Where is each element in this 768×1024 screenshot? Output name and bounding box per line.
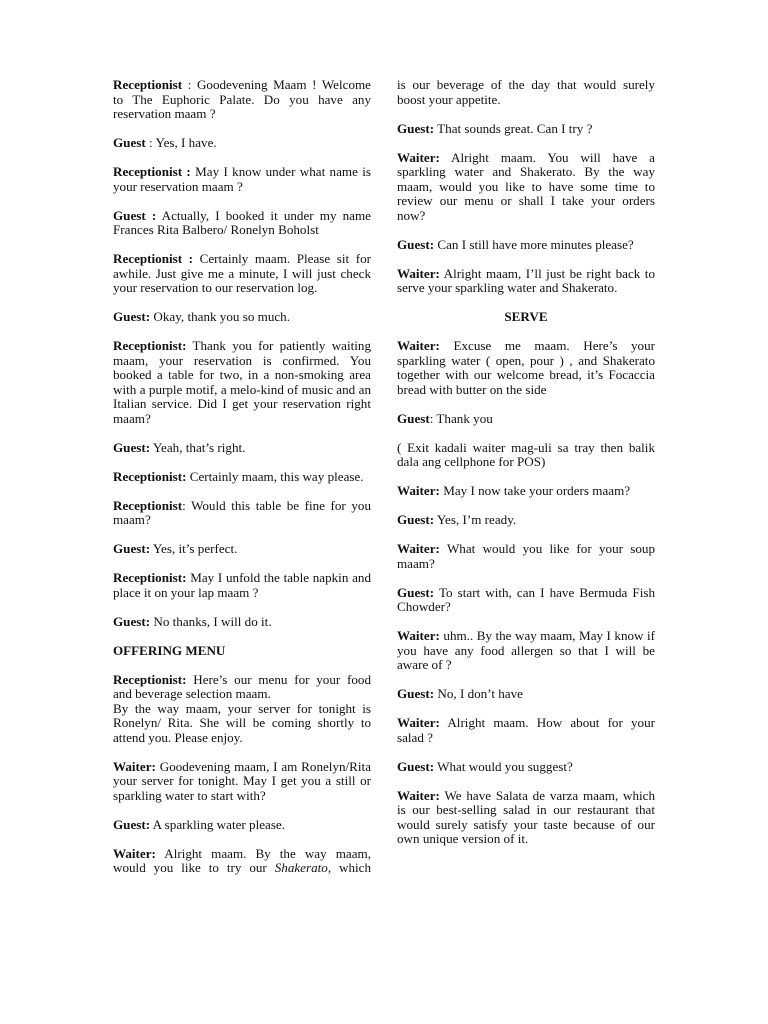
- dialogue-text: Yes, it’s perfect.: [152, 541, 238, 556]
- dialogue-text: Yeah, that’s right.: [152, 439, 246, 455]
- dialogue-text: May I know under what name is your reservation maam ?: [113, 164, 371, 194]
- speaker-label: Receptionist: [113, 497, 183, 513]
- dialogue-line: [113, 78, 371, 122]
- speaker-label: Receptionist:: [113, 570, 187, 585]
- speaker-label: Waiter:: [397, 541, 440, 556]
- dialogue-text: Thank you: [436, 410, 493, 426]
- dialogue-line: [397, 339, 655, 397]
- dialogue-text: No thanks, I will do it.: [153, 613, 272, 629]
- dialogue-text: Certainly maam, this way please.: [189, 468, 364, 484]
- speaker-label: Guest:: [397, 584, 435, 600]
- dialogue-text: Alright maam. How about for your salad ?: [397, 715, 655, 745]
- dialogue-text: Yes, I have.: [155, 135, 217, 150]
- dialogue-line: [113, 673, 371, 702]
- dialogue-text: Yes, I’m ready.: [436, 512, 517, 527]
- speaker-label: Guest:: [113, 309, 151, 324]
- dialogue-line: [397, 542, 655, 571]
- dialogue-line: [397, 151, 655, 224]
- dialogue-text: No, I don’t have: [437, 686, 523, 701]
- speaker-label: Guest:: [397, 758, 435, 774]
- speaker-label: Receptionist: [113, 77, 183, 92]
- dialogue-line: [113, 571, 371, 600]
- dialogue-text: Okay, thank you so much.: [153, 309, 291, 324]
- dialogue-line: [397, 629, 655, 673]
- separator: [440, 338, 454, 353]
- speaker-label: Waiter:: [397, 715, 440, 730]
- dialogue-line: [113, 310, 371, 325]
- dialogue-text: Thank you for patiently waiting maam, your reservation is confirmed. You booked a table for two, in a non-smoking area with a purple motif, a melo-kind of music and an Italian service. Did I get your reservation right maam?: [113, 338, 371, 426]
- speaker-label: Guest:: [113, 816, 151, 832]
- dialogue-text: Would this table be fine for you maam?: [113, 497, 371, 527]
- speaker-label: Receptionist:: [113, 468, 187, 484]
- dialogue-line: [113, 165, 371, 194]
- section-heading-offering-menu: OFFERING MENU: [113, 642, 226, 658]
- speaker-label: Guest :: [113, 207, 157, 223]
- speaker-label: Guest:: [397, 512, 435, 527]
- dialogue-text: That sounds great. Can I try ?: [437, 120, 593, 136]
- stage-direction: [397, 441, 655, 470]
- speaker-label: Receptionist:: [113, 338, 187, 353]
- speaker-label: Guest: [113, 135, 146, 150]
- dialogue-text: We have Salata de varza maam, which is our best-selling salad in our restaurant that would surely satisfy your taste because of our own unique version of it.: [397, 787, 655, 846]
- dialogue-text: Goodevening Maam ! Welcome to The Euphoric Palate. Do you have any reservation maam ?: [113, 77, 371, 121]
- separator: :: [145, 135, 156, 150]
- speaker-label: Waiter:: [397, 628, 440, 643]
- dialogue-line: [113, 542, 371, 557]
- dialogue-text: Certainly maam. Please sit for awhile. Just give me a minute, I will just check your reservation to our reservation log.: [113, 251, 371, 295]
- dialogue-line: [397, 716, 655, 745]
- dialogue-text: uhm.. By the way maam, May I know if you have any food allergen so that I will be aware of ?: [397, 628, 655, 672]
- dialogue-line: [397, 687, 655, 702]
- speaker-label: Waiter:: [113, 845, 156, 861]
- dialogue-text: What would you suggest?: [437, 758, 573, 774]
- speaker-label: Waiter:: [397, 787, 440, 803]
- dialogue-text: A sparkling water please.: [152, 816, 286, 832]
- dialogue-line: [113, 847, 371, 876]
- separator: :: [429, 410, 437, 426]
- dialogue-text: What would you like for your soup maam?: [397, 541, 655, 571]
- dialogue-text: May I now take your orders maam?: [443, 483, 631, 498]
- speaker-label: Waiter:: [397, 483, 440, 498]
- speaker-label: Waiter:: [397, 265, 440, 281]
- speaker-label: Guest:: [397, 120, 435, 136]
- dialogue-line: [397, 760, 655, 775]
- dialogue-text: Alright maam, I’ll just be right back to serve your sparkling water and Shakerato.: [397, 265, 655, 295]
- separator: [440, 150, 451, 165]
- dialogue-line: [397, 484, 655, 499]
- dialogue-line: [397, 586, 655, 615]
- dialogue-line: [113, 470, 371, 485]
- dialogue-text: Can I still have more minutes please?: [437, 236, 634, 252]
- dialogue-line: [397, 789, 655, 847]
- dialogue-text: is our beverage of the day that would surely boost your appetite.: [397, 77, 655, 107]
- section-heading-serve: SERVE: [504, 309, 548, 324]
- dialogue-text: Here’s our menu for your food and beverage selection maam.: [113, 671, 371, 701]
- dialogue-text: Alright maam. You will have a sparkling water and Shakerato. By the way maam, would you like to have some time to review our menu or shall I take your orders now?: [397, 149, 655, 223]
- dialogue-text: May I unfold the table napkin and place it on your lap maam ?: [113, 570, 371, 600]
- separator: [193, 251, 200, 266]
- separator: :: [182, 497, 192, 513]
- speaker-label: Guest: [397, 410, 430, 426]
- dialogue-text: Alright maam. By the way maam, would you like to try our: [113, 845, 371, 875]
- speaker-label: Waiter:: [113, 758, 156, 774]
- stage-direction-text: ( Exit kadali waiter mag-uli sa tray then balik dala ang cellphone for POS): [397, 439, 655, 469]
- dialogue-line: [397, 513, 655, 528]
- right-column: [397, 78, 655, 847]
- separator: :: [182, 77, 197, 92]
- dialogue-text: By the way maam, your server for tonight is Ronelyn/ Rita. She will be coming shortly to attend you. Please enjoy.: [113, 700, 371, 745]
- dialogue-line: [113, 499, 371, 528]
- dialogue-text: To start with, can I have Bermuda Fish Chowder?: [397, 584, 655, 614]
- speaker-label: Receptionist :: [113, 251, 194, 266]
- dialogue-line: [397, 267, 655, 296]
- dialogue-text: Excuse me maam. Here’s your sparkling water ( open, pour ) , and Shakerato together with our welcome bread, it’s Focaccia bread with butter on the side: [397, 338, 655, 397]
- dialogue-text: , which: [327, 860, 372, 875]
- dialogue-text: Goodevening maam, I am Ronelyn/Rita your server for tonight. May I get you a still or sparkling water to start with?: [113, 758, 372, 803]
- speaker-label: Waiter:: [397, 338, 440, 353]
- dialogue-line: [113, 136, 371, 151]
- dialogue-text: Actually, I booked it under my name Frances Rita Balbero/ Ronelyn Boholst: [113, 207, 371, 237]
- dialogue-line: [397, 122, 655, 137]
- separator: [440, 541, 447, 556]
- speaker-label: Waiter:: [397, 149, 440, 165]
- dialogue-line-continued: [397, 78, 655, 107]
- speaker-label: Guest:: [113, 613, 151, 629]
- dialogue-line: [113, 209, 371, 238]
- dialogue-line: [113, 818, 371, 833]
- dialogue-line: [113, 339, 371, 426]
- speaker-label: Guest:: [113, 541, 151, 556]
- dialogue-line-continued: [113, 702, 371, 746]
- left-column: [113, 78, 371, 876]
- speaker-label: Receptionist :: [113, 164, 191, 179]
- dialogue-line: [113, 760, 371, 804]
- dialogue-text-italic: Shakerato: [274, 860, 328, 875]
- dialogue-line: [113, 252, 371, 296]
- speaker-label: Guest:: [397, 236, 435, 252]
- dialogue-line: [397, 412, 655, 427]
- dialogue-line: [397, 238, 655, 253]
- speaker-label: Guest:: [397, 686, 435, 701]
- speaker-label: Receptionist:: [113, 671, 187, 687]
- dialogue-line: [113, 615, 371, 630]
- dialogue-line: [113, 441, 371, 456]
- speaker-label: Guest:: [113, 439, 151, 455]
